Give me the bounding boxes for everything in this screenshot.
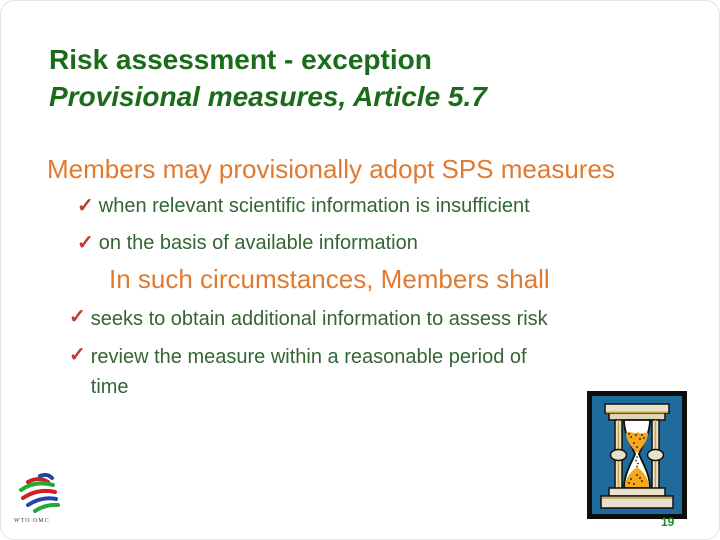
title-line-1: Risk assessment - exception bbox=[49, 44, 432, 75]
list-item bbox=[77, 193, 530, 219]
list-item bbox=[77, 230, 530, 256]
wto-globe-icon bbox=[13, 471, 65, 517]
checkmark-icon: ✓ bbox=[77, 195, 94, 217]
bullet-text: seeks to obtain additional information to assess risk bbox=[90, 308, 548, 330]
list-item bbox=[69, 304, 561, 334]
hourglass-image bbox=[587, 391, 687, 519]
wto-logo bbox=[13, 471, 65, 517]
bullet-text: review the measure within a reasonable period of time bbox=[90, 346, 527, 398]
bullet-list-conditions bbox=[77, 193, 530, 267]
wto-logo-caption: WTO OMC bbox=[14, 518, 50, 524]
checkmark-icon: ✓ bbox=[77, 232, 94, 254]
bullet-text: when relevant scientific information is insufficient bbox=[98, 195, 530, 217]
intro-statement: Members may provisionally adopt SPS measures bbox=[47, 154, 615, 184]
list-item bbox=[69, 342, 561, 402]
mid-heading: In such circumstances, Members shall bbox=[109, 264, 550, 294]
slide-title bbox=[49, 41, 487, 115]
checkmark-icon: ✓ bbox=[69, 344, 86, 366]
bullet-list-obligations bbox=[69, 304, 561, 410]
page-number: 19 bbox=[661, 515, 675, 529]
bullet-text: on the basis of available information bbox=[98, 232, 418, 254]
hourglass-icon bbox=[587, 391, 687, 519]
title-line-2: Provisional measures, Article 5.7 bbox=[49, 81, 487, 112]
checkmark-icon: ✓ bbox=[69, 306, 86, 328]
